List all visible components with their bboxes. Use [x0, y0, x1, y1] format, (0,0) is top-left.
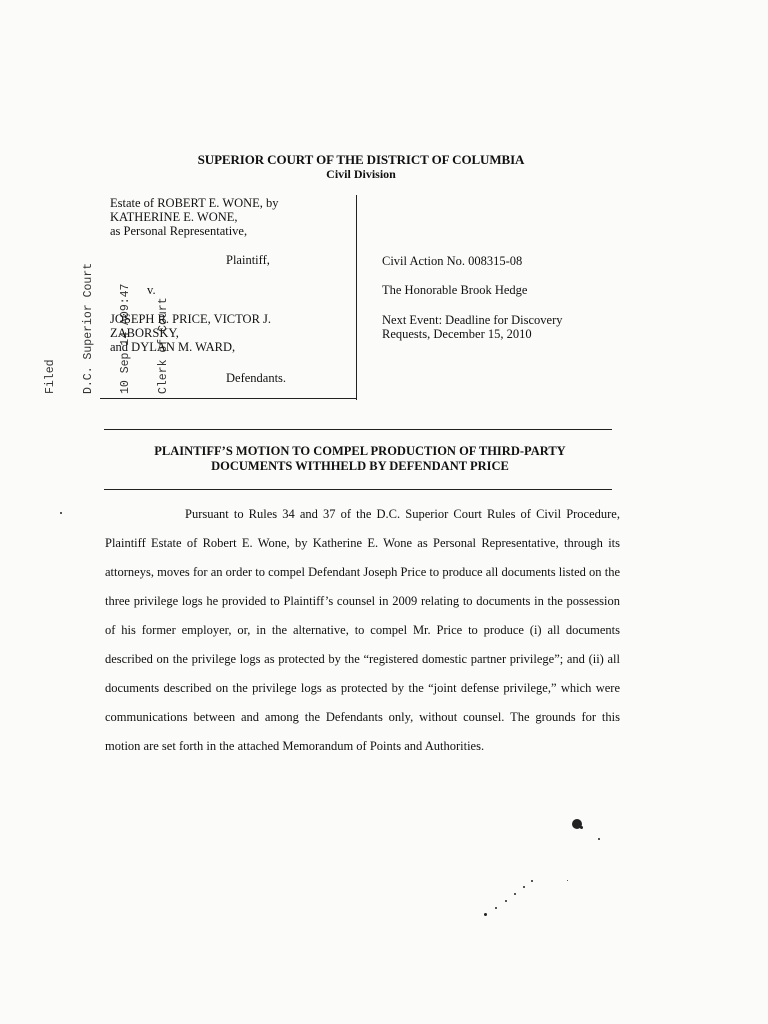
defendants-line2: ZABORSKY,: [110, 326, 179, 340]
next-event-line2: Requests, December 15, 2010: [382, 327, 532, 341]
motion-paragraph: Pursuant to Rules 34 and 37 of the D.C. Superior Court Rules of Civil Procedure, Plaintiff Estate of Robert E. Wone, by Katherine E. Wone as Personal Representative, through its attorneys, moves for an order to compel Defendant Joseph Price to produce all documents listed on the three privilege logs he provided to Plaintiff’s counsel in 2009 relating to documents in the possession of his former employer, or, in the alternative, to compel Mr. Price to produce (i) all documents described on the privilege logs as protected by the “registered domestic partner privilege”; and (ii) all documents described on the privilege logs as protected by the “joint defense privilege,” which were communications between and among the Defendants only, without counsel. The grounds for this motion are set forth in the attached Memorandum of Points and Authorities.: [105, 507, 620, 753]
stamp-line-date: 10 Sep 14 A09:47: [119, 283, 132, 394]
stamp-line-clerk: Clerk of Court: [156, 297, 170, 394]
next-event-line1: Next Event: Deadline for Discovery: [382, 313, 563, 327]
case-number: Civil Action No. 008315-08: [382, 254, 523, 268]
plaintiff-role: Plaintiff,: [226, 253, 270, 267]
plaintiff-name-line1: Estate of ROBERT E. WONE, by: [110, 196, 279, 210]
caption-divider-horizontal: [100, 398, 357, 399]
motion-title: [104, 444, 616, 474]
judge-name: The Honorable Brook Hedge: [382, 283, 528, 297]
court-title: SUPERIOR COURT OF THE DISTRICT OF COLUMBIA: [197, 152, 525, 167]
title-rule-bottom: [104, 489, 612, 490]
motion-title-line1: PLAINTIFF’S MOTION TO COMPEL PRODUCTION OF THIRD-PARTY: [154, 444, 566, 458]
plaintiff-name-line3: as Personal Representative,: [110, 224, 248, 238]
motion-body: [105, 500, 620, 761]
motion-title-line2: DOCUMENTS WITHHELD BY DEFENDANT PRICE: [211, 459, 509, 473]
plaintiff-name-line2: KATHERINE E. WONE,: [110, 210, 238, 224]
caption-divider-vertical: [356, 195, 357, 400]
title-rule-top: [104, 429, 612, 430]
stamp-line-filed: Filed: [44, 359, 57, 394]
defendants-line1: JOSEPH R. PRICE, VICTOR J.: [110, 312, 272, 326]
stamp-line-court: D.C. Superior Court: [81, 262, 95, 394]
defendants-role: Defendants.: [226, 371, 287, 385]
versus-label: v.: [147, 283, 156, 297]
defendants-line3: and DYLAN M. WARD,: [110, 340, 236, 354]
court-division: Civil Division: [326, 167, 396, 181]
